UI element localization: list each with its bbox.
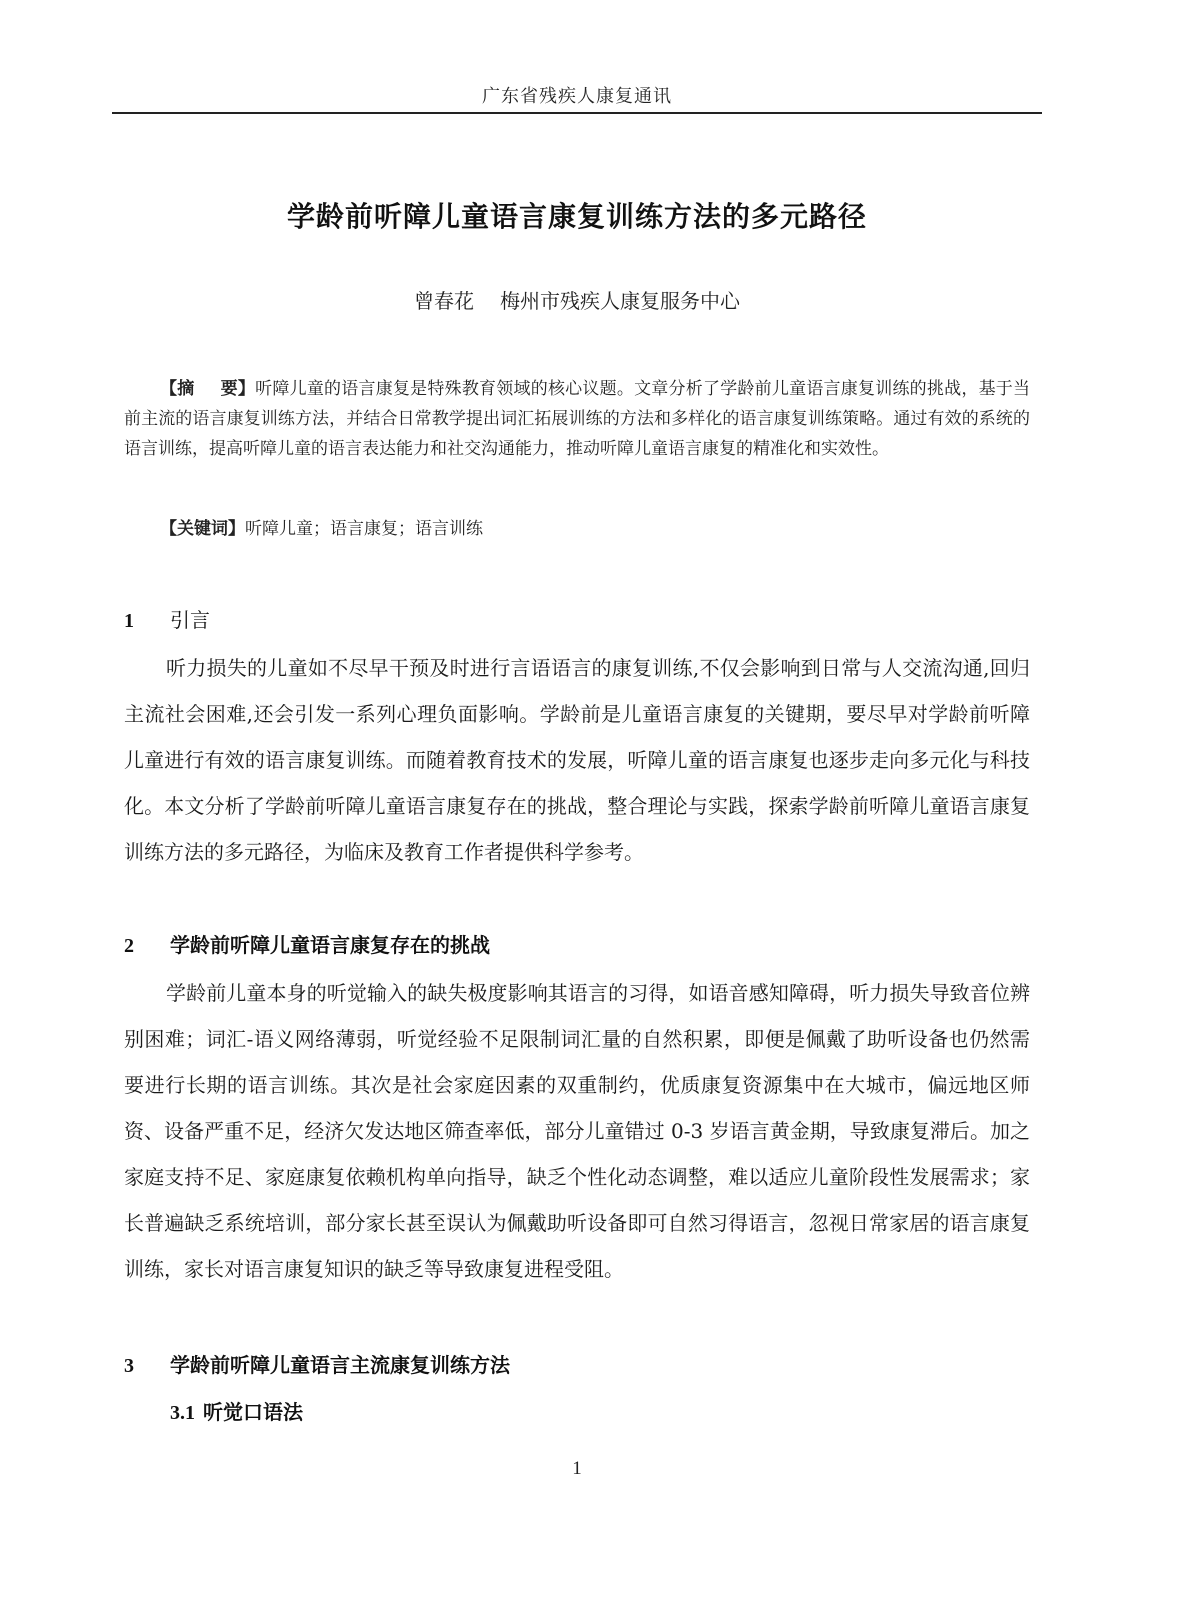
abstract-label-part1: 【摘: [160, 379, 195, 399]
subsection-number: 3.1: [170, 1402, 195, 1424]
section-number: 3: [124, 1355, 134, 1377]
author-name: 曾春花: [414, 289, 474, 313]
keywords-text: 听障儿童；语言康复；语言训练: [245, 519, 483, 539]
section-heading-1: [124, 605, 1030, 636]
article-title: 学龄前听障儿童语言康复训练方法的多元路径: [286, 200, 867, 233]
abstract-text: 听障儿童的语言康复是特殊教育领域的核心议题。文章分析了学龄前儿童语言康复训练的挑战，基于当前主流的语言康复训练方法，并结合日常教学提出词汇拓展训练的方法和多样化的语言康复训练策略。通过有效的系统的语言训练，提高听障儿童的语言表达能力和社交沟通能力，推动听障儿童语言康复的精准化和实效性。: [124, 379, 1031, 459]
keywords: [124, 514, 1030, 544]
section-number: 1: [124, 610, 134, 632]
page-number: 1: [572, 1458, 582, 1479]
running-header: 广东省残疾人康复通讯: [482, 86, 672, 107]
section-title: 学龄前听障儿童语言康复存在的挑战: [170, 933, 490, 957]
section-number: 2: [124, 935, 134, 957]
section-title: 学龄前听障儿童语言主流康复训练方法: [170, 1353, 510, 1377]
keywords-label: 【关键词】: [160, 519, 245, 539]
header-divider: [112, 112, 1042, 114]
abstract-label-part2: 要】: [220, 379, 256, 399]
subsection-title: 听觉口语法: [203, 1400, 303, 1424]
section-heading-3: [124, 1350, 1030, 1381]
section-title: 引言: [170, 608, 210, 632]
abstract: [124, 374, 1030, 464]
subsection-heading: [170, 1397, 1030, 1428]
author-affiliation: 梅州市残疾人康复服务中心: [500, 289, 740, 313]
section-body-2: 学龄前儿童本身的听觉输入的缺失极度影响其语言的习得，如语音感知障碍，听力损失导致音位辨别困难；词汇-语义网络薄弱，听觉经验不足限制词汇量的自然积累，即便是佩戴了助听设备也仍然需要进行长期的语言训练。其次是社会家庭因素的双重制约，优质康复资源集中在大城市，偏远地区师资、设备严重不足，经济欠发达地区筛查率低，部分儿童错过 0-3 岁语言黄金期，导致康复滞后。加之家庭支持不足、家庭康复依赖机构单向指导，缺乏个性化动态调整，难以适应儿童阶段性发展需求；家长普遍缺乏系统培训，部分家长甚至误认为佩戴助听设备即可自然习得语言，忽视日常家居的语言康复训练，家长对语言康复知识的缺乏等导致康复进程受阻。: [124, 981, 1030, 1281]
section-heading-2: [124, 930, 1030, 961]
byline: [112, 285, 1042, 314]
section-body-1: 听力损失的儿童如不尽早干预及时进行言语语言的康复训练,不仅会影响到日常与人交流沟通,回归主流社会困难,还会引发一系列心理负面影响。学龄前是儿童语言康复的关键期，要尽早对学龄前听障儿童进行有效的语言康复训练。而随着教育技术的发展，听障儿童的语言康复也逐步走向多元化与科技化。本文分析了学龄前听障儿童语言康复存在的挑战，整合理论与实践，探索学龄前听障儿童语言康复训练方法的多元路径，为临床及教育工作者提供科学参考。: [124, 656, 1030, 864]
abstract-label: [160, 379, 255, 399]
